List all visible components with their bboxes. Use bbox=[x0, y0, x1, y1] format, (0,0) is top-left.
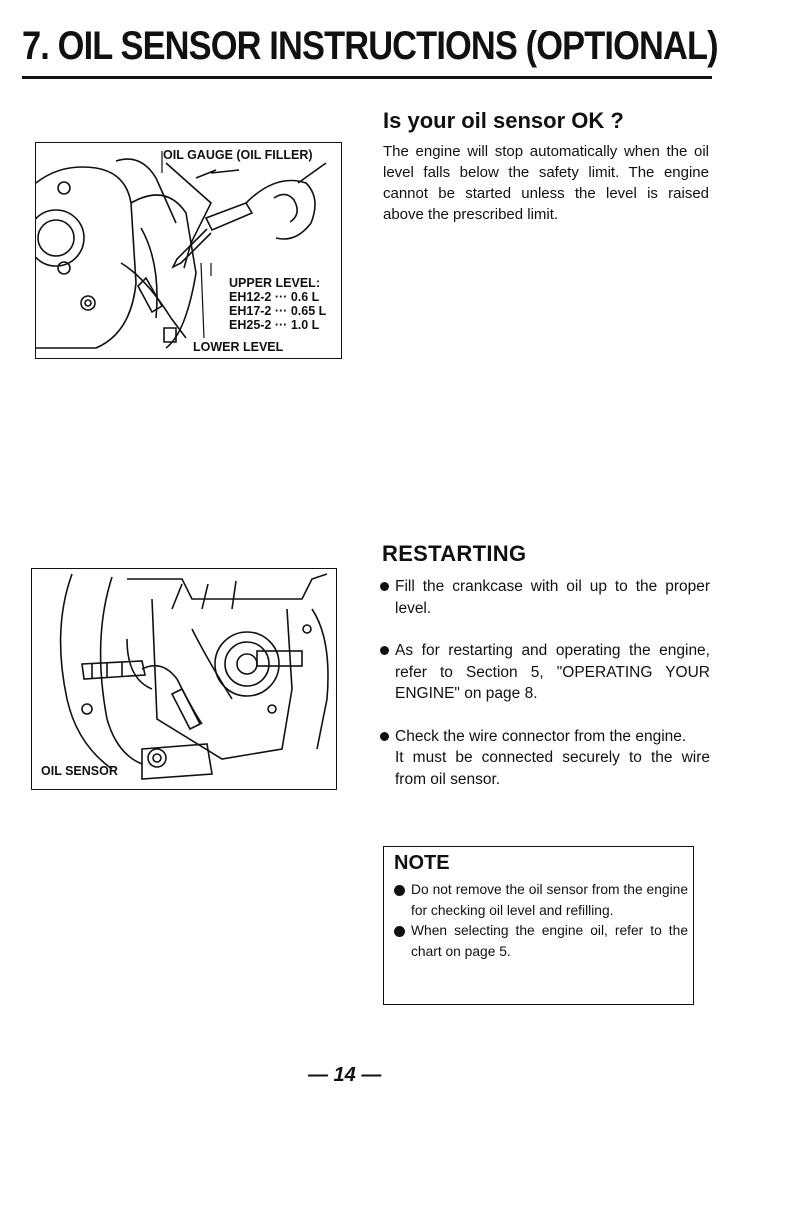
list-item bbox=[380, 640, 710, 705]
oil-sensor-ok-text: The engine will stop automatically when the oil level falls below the safety limit. The engine cannot be started unless the level is raised above the prescribed limit. bbox=[383, 143, 709, 223]
note-box bbox=[383, 846, 694, 1005]
list-item-note: It must be connected securely to the wire from oil sensor. bbox=[395, 749, 710, 788]
level-eh25: EH25-2 ··· 1.0 L bbox=[229, 318, 320, 332]
list-item bbox=[380, 726, 710, 791]
lower-level-label: LOWER LEVEL bbox=[193, 340, 284, 354]
bullet-icon bbox=[380, 582, 389, 591]
oil-sensor-ok-heading: Is your oil sensor OK ? bbox=[383, 108, 624, 133]
level-eh17: EH17-2 ··· 0.65 L bbox=[229, 304, 327, 318]
oil-gauge-label: OIL GAUGE (OIL FILLER) bbox=[163, 148, 313, 162]
note-item bbox=[394, 880, 688, 921]
list-item-text: Check the wire connector from the engine. bbox=[395, 727, 687, 745]
section-title: 7. OIL SENSOR INSTRUCTIONS (OPTIONAL) bbox=[22, 24, 718, 68]
bullet-icon bbox=[394, 885, 405, 896]
note-item-text: Do not remove the oil sensor from the engine for checking oil level and refilling. bbox=[411, 882, 688, 918]
title-underline bbox=[22, 76, 712, 79]
note-title: NOTE bbox=[394, 852, 450, 874]
level-eh12: EH12-2 ··· 0.6 L bbox=[229, 290, 320, 304]
list-item-text: As for restarting and operating the engine, refer to Section 5, "OPERATING YOUR ENGINE" on page 8. bbox=[395, 642, 710, 702]
note-item-text: When selecting the engine oil, refer to the chart on page 5. bbox=[411, 923, 688, 959]
engine-oil-sensor-drawing bbox=[32, 569, 336, 789]
bullet-icon bbox=[394, 926, 405, 937]
note-item bbox=[394, 921, 688, 962]
oil-sensor-label: OIL SENSOR bbox=[41, 764, 118, 778]
list-item-text: Fill the crankcase with oil up to the proper level. bbox=[395, 578, 710, 617]
upper-level-label: UPPER LEVEL: bbox=[229, 276, 320, 290]
oil-sensor-illustration bbox=[31, 568, 337, 790]
restarting-list bbox=[380, 576, 710, 811]
page-number: — 14 — bbox=[308, 1064, 382, 1086]
oil-gauge-illustration bbox=[35, 142, 342, 359]
list-item bbox=[380, 576, 710, 619]
bullet-icon bbox=[380, 646, 389, 655]
bullet-icon bbox=[380, 732, 389, 741]
restarting-heading: RESTARTING bbox=[382, 541, 527, 566]
note-list bbox=[394, 880, 688, 962]
